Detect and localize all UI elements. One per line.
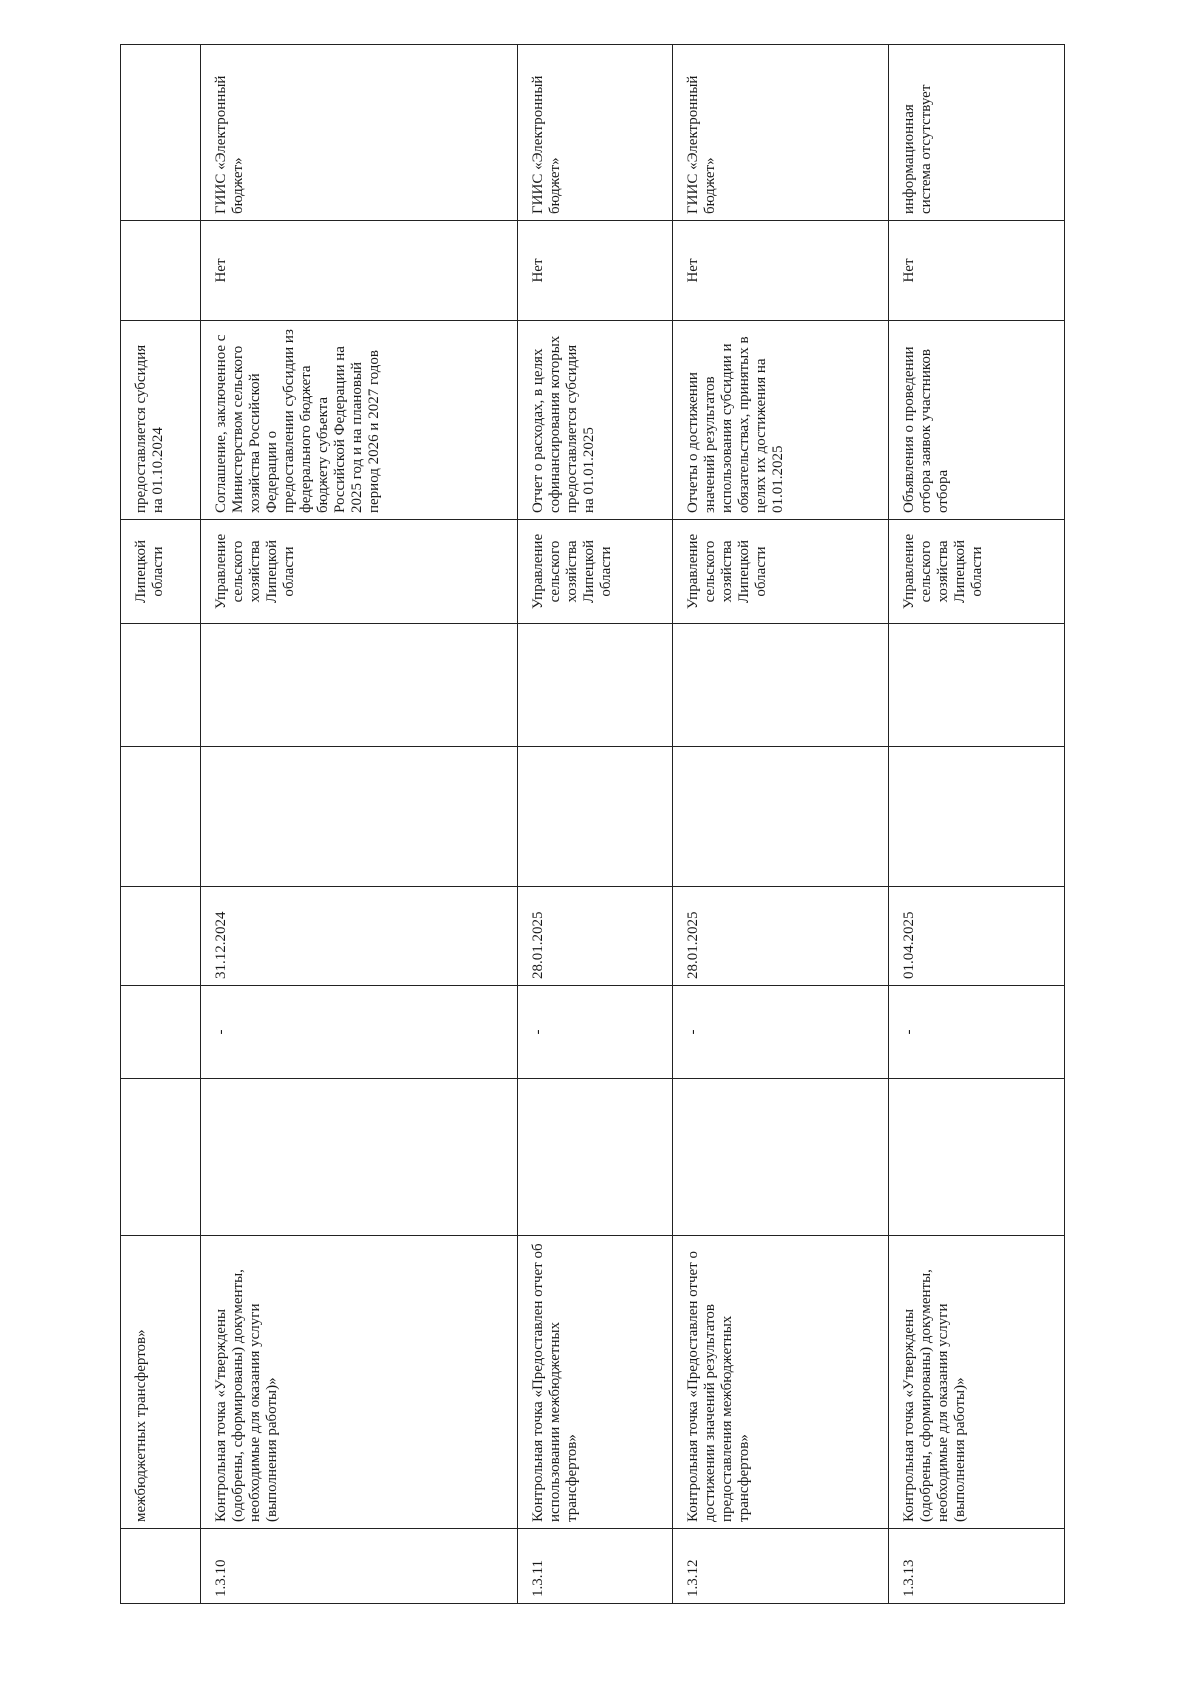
header-cell-flag bbox=[121, 221, 201, 321]
row-date: 31.12.2024 bbox=[201, 887, 518, 986]
header-cell-number bbox=[121, 1529, 201, 1604]
row-dash: - bbox=[518, 986, 673, 1079]
row-dash: - bbox=[673, 986, 889, 1079]
table-row bbox=[673, 45, 889, 1604]
row-col7 bbox=[889, 624, 1065, 747]
header-cell-start bbox=[121, 1079, 201, 1236]
row-date: 01.04.2025 bbox=[889, 887, 1065, 986]
row-flag: Нет bbox=[201, 221, 518, 321]
header-cell-responsible: Липецкой области bbox=[121, 520, 201, 624]
row-name: Контрольная точка «Утверждены (одобрены, сформированы) документы, необходимые для оказания услуги (выполнения работы)» bbox=[889, 1236, 1065, 1529]
row-system: ГИИС «Электронный бюджет» bbox=[518, 45, 673, 221]
row-flag: Нет bbox=[518, 221, 673, 321]
row-number: 1.3.12 bbox=[673, 1529, 889, 1604]
row-dash: - bbox=[889, 986, 1065, 1079]
row-col6 bbox=[518, 747, 673, 887]
row-system: ГИИС «Электронный бюджет» bbox=[201, 45, 518, 221]
row-flag: Нет bbox=[889, 221, 1065, 321]
header-cell-dash bbox=[121, 986, 201, 1079]
row-col6 bbox=[889, 747, 1065, 887]
row-col7 bbox=[201, 624, 518, 747]
row-col7 bbox=[673, 624, 889, 747]
header-cell-system bbox=[121, 45, 201, 221]
row-responsible: Управление сельского хозяйства Липецкой области bbox=[201, 520, 518, 624]
table-row bbox=[518, 45, 673, 1604]
header-cell-document: предоставляется субсидия на 01.10.2024 bbox=[121, 321, 201, 520]
row-start bbox=[201, 1079, 518, 1236]
row-system: ГИИС «Электронный бюджет» bbox=[673, 45, 889, 221]
row-name: Контрольная точка «Утверждены (одобрены, сформированы) документы, необходимые для оказания услуги (выполнения работы)» bbox=[201, 1236, 518, 1529]
row-document: Отчет о расходах, в целях софинансирования которых предоставляется субсидия на 01.01.2025 bbox=[518, 321, 673, 520]
row-dash: - bbox=[201, 986, 518, 1079]
row-start bbox=[889, 1079, 1065, 1236]
row-date: 28.01.2025 bbox=[673, 887, 889, 986]
row-responsible: Управление сельского хозяйства Липецкой области bbox=[889, 520, 1065, 624]
row-name: Контрольная точка «Предоставлен отчет о достижении значений результатов предоставления межбюджетных трансфертов» bbox=[673, 1236, 889, 1529]
row-date: 28.01.2025 bbox=[518, 887, 673, 986]
row-col6 bbox=[673, 747, 889, 887]
row-number: 1.3.10 bbox=[201, 1529, 518, 1604]
row-number: 1.3.13 bbox=[889, 1529, 1065, 1604]
table-row bbox=[889, 45, 1065, 1604]
continuation-header-row bbox=[121, 45, 201, 1604]
row-responsible: Управление сельского хозяйства Липецкой области bbox=[673, 520, 889, 624]
row-name: Контрольная точка «Предоставлен отчет об использовании межбюджетных трансфертов» bbox=[518, 1236, 673, 1529]
rotated-table-wrapper bbox=[120, 45, 1064, 1604]
row-flag: Нет bbox=[673, 221, 889, 321]
row-responsible: Управление сельского хозяйства Липецкой области bbox=[518, 520, 673, 624]
row-number: 1.3.11 bbox=[518, 1529, 673, 1604]
row-start bbox=[518, 1079, 673, 1236]
row-start bbox=[673, 1079, 889, 1236]
row-document: Соглашение, заключенное с Министерством сельского хозяйства Российской Федерации о предоставлении субсидии из федерального бюджета бюджету субъекта Российской Федерации на 2025 год и на плановый период 2026 и 2027 годов bbox=[201, 321, 518, 520]
control-points-table bbox=[120, 44, 1065, 1604]
row-col6 bbox=[201, 747, 518, 887]
row-document: Отчеты о достижении значений результатов использования субсидии и обязательствах, принятых в целях их достижения на 01.01.2025 bbox=[673, 321, 889, 520]
row-system: информационная система отсутствует bbox=[889, 45, 1065, 221]
header-cell-date bbox=[121, 887, 201, 986]
row-document: Объявления о проведении отбора заявок участников отбора bbox=[889, 321, 1065, 520]
row-col7 bbox=[518, 624, 673, 747]
header-cell-col6 bbox=[121, 747, 201, 887]
header-cell-col7 bbox=[121, 624, 201, 747]
header-cell-name: межбюджетных трансфертов» bbox=[121, 1236, 201, 1529]
table-row bbox=[201, 45, 518, 1604]
